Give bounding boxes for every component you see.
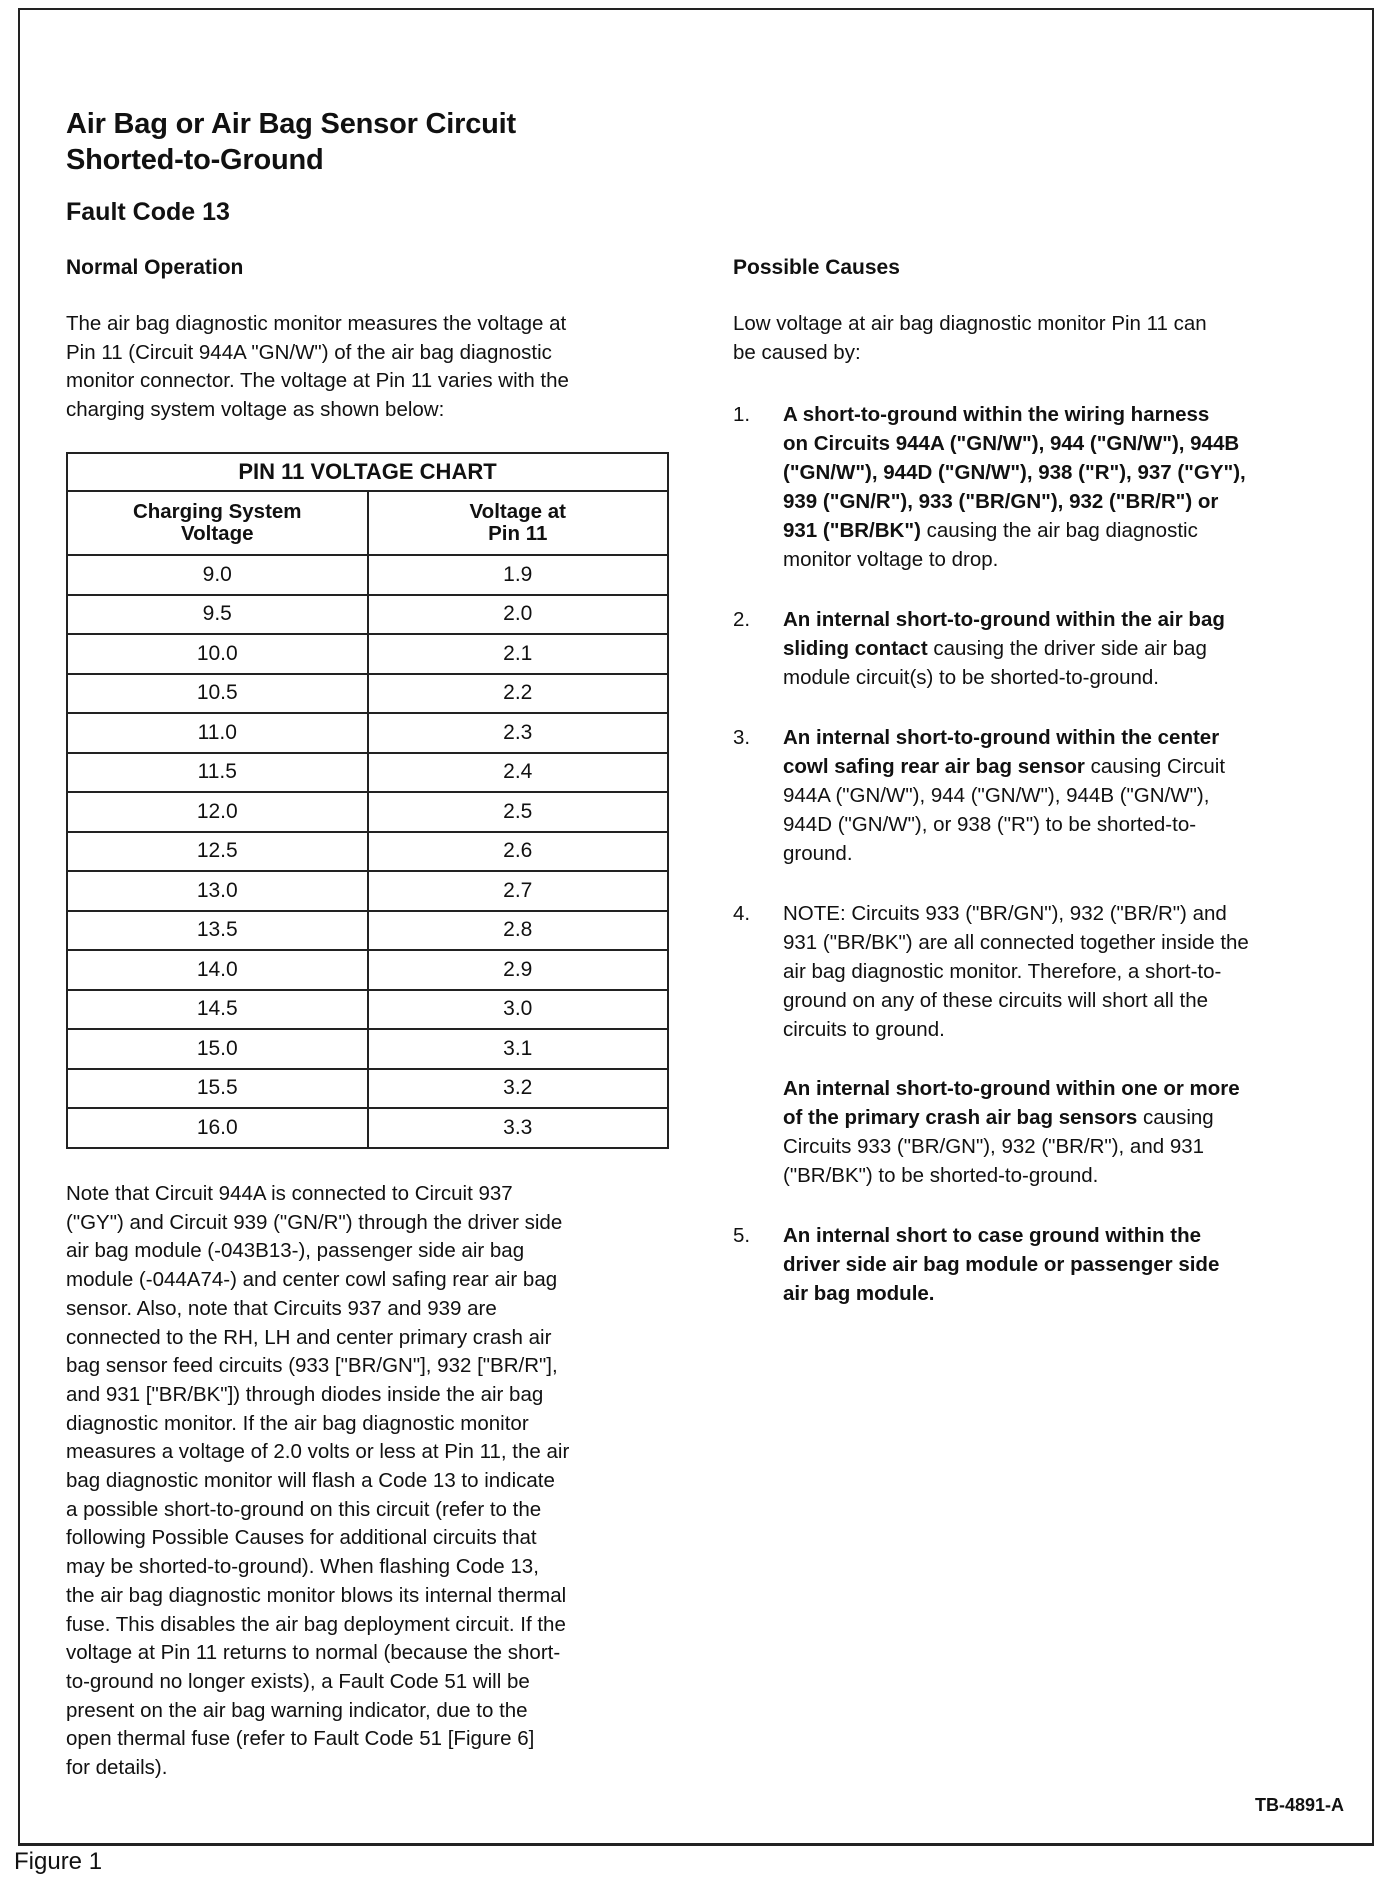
charging-voltage-cell: 9.0 <box>67 555 368 595</box>
cause-line: NOTE: Circuits 933 ("BR/GN"), 932 ("BR/R") and <box>783 902 1227 925</box>
note-line: sensor. Also, note that Circuits 937 and 939 are <box>66 1296 497 1320</box>
note-line: may be shorted-to-ground). When flashing Code 13, <box>66 1555 539 1579</box>
cause-number: 4. <box>733 902 751 925</box>
pin11-voltage-cell: 2.4 <box>368 753 669 793</box>
cause-line <box>783 516 1343 545</box>
pin11-voltage-cell: 2.3 <box>368 713 669 753</box>
cause-line: ground on any of these circuits will short all the <box>783 989 1209 1012</box>
note-line: voltage at Pin 11 returns to normal (because the short- <box>66 1641 561 1665</box>
note-line: open thermal fuse (refer to Fault Code 51 [Figure 6] <box>66 1727 535 1751</box>
cause-line: driver side air bag module or passenger side <box>783 1253 1220 1276</box>
intro-line: The air bag diagnostic monitor measures the voltage at <box>66 312 567 335</box>
cause-line: A short-to-ground within the wiring harness <box>783 403 1210 426</box>
note-line: air bag module (-043B13-), passenger side air bag <box>66 1239 525 1263</box>
cause-line: 944D ("GN/W"), or 938 ("R") to be shorted-to- <box>783 813 1197 836</box>
chart-row <box>67 634 668 674</box>
pin11-voltage-cell: 3.1 <box>368 1029 669 1069</box>
figure-label: Figure 1 <box>14 1848 103 1875</box>
cause-line: An internal short-to-ground within the air bag <box>783 608 1225 631</box>
title-line-1: Air Bag or Air Bag Sensor Circuit <box>66 108 516 140</box>
charging-voltage-cell: 10.0 <box>67 634 368 674</box>
possible-causes-heading: Possible Causes <box>733 256 900 279</box>
chart-row <box>67 871 668 911</box>
cause-number: 1. <box>733 403 751 426</box>
pin11-voltage-cell: 2.2 <box>368 674 669 714</box>
intro-line: charging system voltage as shown below: <box>66 398 445 422</box>
col-header-line: Voltage <box>180 522 254 545</box>
col-header-line: Charging System <box>132 500 302 523</box>
cause-bold-text: 931 ("BR/BK") <box>783 519 921 542</box>
charging-voltage-cell: 11.0 <box>67 713 368 753</box>
note-line: connected to the RH, LH and center primary crash air <box>66 1325 552 1349</box>
chart-row <box>67 1108 668 1148</box>
charging-voltage-cell: 12.5 <box>67 832 368 872</box>
cause-bold-text: cowl safing rear air bag sensor <box>783 755 1085 778</box>
cause-line: Circuits 933 ("BR/GN"), 932 ("BR/R"), and 931 <box>783 1135 1205 1158</box>
pin11-voltage-cell: 2.6 <box>368 832 669 872</box>
cause-line: air bag diagnostic monitor. Therefore, a short-to- <box>783 960 1222 983</box>
chart-row <box>67 832 668 872</box>
pin11-voltage-cell: 2.7 <box>368 871 669 911</box>
note-line: bag sensor feed circuits (933 ["BR/GN"], 932 ["BR/R"], <box>66 1354 558 1378</box>
possible-causes-intro <box>733 310 1207 367</box>
possible-causes-list <box>733 400 1343 1308</box>
cause-text: causing Circuit <box>1084 755 1226 778</box>
cause-line: An internal short to case ground within the <box>783 1224 1201 1247</box>
pin11-voltage-cell: 3.2 <box>368 1069 669 1109</box>
note-line: following Possible Causes for additional circuits that <box>66 1526 537 1550</box>
chart-row <box>67 555 668 595</box>
pin11-voltage-cell: 2.9 <box>368 950 669 990</box>
cause-line: 939 ("GN/R"), 933 ("BR/GN"), 932 ("BR/R") or <box>783 490 1219 513</box>
note-line: and 931 ["BR/BK"]) through diodes inside the air bag <box>66 1382 544 1406</box>
charging-voltage-cell: 12.0 <box>67 792 368 832</box>
cause-item-4 <box>733 899 1343 1190</box>
note-line: Note that Circuit 944A is connected to Circuit 937 <box>66 1182 513 1205</box>
chart-row <box>67 990 668 1030</box>
pin11-voltage-cell: 3.3 <box>368 1108 669 1148</box>
note-line: present on the air bag warning indicator, due to the <box>66 1698 528 1722</box>
col-header-line: Voltage at <box>469 500 566 523</box>
cause-line <box>783 752 1343 781</box>
pin11-voltage-chart <box>66 452 669 1149</box>
chart-title: PIN 11 VOLTAGE CHART <box>67 453 668 491</box>
intro-line: monitor connector. The voltage at Pin 11 varies with the <box>66 369 569 393</box>
note-line: bag diagnostic monitor will flash a Code 13 to indicate <box>66 1469 555 1493</box>
cause-line: An internal short-to-ground within one or more <box>783 1077 1240 1100</box>
intro-line: Low voltage at air bag diagnostic monitor Pin 11 can <box>733 312 1207 335</box>
fault-code-heading: Fault Code 13 <box>66 198 230 226</box>
normal-operation-heading: Normal Operation <box>66 256 244 279</box>
intro-line: Pin 11 (Circuit 944A "GN/W") of the air bag diagnostic <box>66 340 552 364</box>
cause-line: monitor voltage to drop. <box>783 548 999 571</box>
cause-item-1 <box>733 400 1343 574</box>
chart-row <box>67 1029 668 1069</box>
cause-line: 944A ("GN/W"), 944 ("GN/W"), 944B ("GN/W"), <box>783 784 1210 807</box>
charging-voltage-cell: 11.5 <box>67 753 368 793</box>
cause-line: module circuit(s) to be shorted-to-ground. <box>783 666 1160 689</box>
note-line: measures a voltage of 2.0 volts or less at Pin 11, the air <box>66 1440 570 1464</box>
pin11-voltage-cell: 2.8 <box>368 911 669 951</box>
cause-line: circuits to ground. <box>783 1018 945 1041</box>
note-line: for details). <box>66 1756 168 1780</box>
chart-row <box>67 950 668 990</box>
col-header-charging-voltage <box>67 491 368 555</box>
note-paragraph <box>66 1180 569 1783</box>
col-header-line: Pin 11 <box>488 522 548 545</box>
cause-line: ground. <box>783 842 853 865</box>
cause-item-5 <box>733 1221 1343 1308</box>
note-line: a possible short-to-ground on this circuit (refer to the <box>66 1497 542 1521</box>
cause-line: 931 ("BR/BK") are all connected together inside the <box>783 931 1249 954</box>
chart-row <box>67 792 668 832</box>
chart-row <box>67 674 668 714</box>
normal-operation-intro <box>66 310 569 425</box>
charging-voltage-cell: 13.0 <box>67 871 368 911</box>
charging-voltage-cell: 9.5 <box>67 595 368 635</box>
cause-line: on Circuits 944A ("GN/W"), 944 ("GN/W"), 944B <box>783 432 1240 455</box>
cause-bold-text: of the primary crash air bag sensors <box>783 1106 1138 1129</box>
intro-line: be caused by: <box>733 340 861 364</box>
cause-item-2 <box>733 605 1343 692</box>
cause-number: 5. <box>733 1224 751 1247</box>
title-line-2: Shorted-to-Ground <box>66 144 324 176</box>
note-line: module (-044A74-) and center cowl safing rear air bag <box>66 1268 558 1292</box>
note-line: to-ground no longer exists), a Fault Code 51 will be <box>66 1669 530 1693</box>
cause-number: 2. <box>733 608 751 631</box>
charging-voltage-cell: 10.5 <box>67 674 368 714</box>
pin11-voltage-cell: 2.5 <box>368 792 669 832</box>
cause-line: An internal short-to-ground within the center <box>783 726 1220 749</box>
chart-row <box>67 713 668 753</box>
note-line: diagnostic monitor. If the air bag diagnostic monitor <box>66 1411 529 1435</box>
charging-voltage-cell: 14.5 <box>67 990 368 1030</box>
cause-text: causing the driver side air bag <box>927 637 1207 660</box>
note-line: fuse. This disables the air bag deployment circuit. If the <box>66 1612 566 1636</box>
cause-text: causing <box>1137 1106 1214 1129</box>
charging-voltage-cell: 14.0 <box>67 950 368 990</box>
pin11-voltage-cell: 1.9 <box>368 555 669 595</box>
chart-row <box>67 595 668 635</box>
pin11-voltage-cell: 3.0 <box>368 990 669 1030</box>
chart-body <box>67 555 668 1148</box>
chart-row <box>67 1069 668 1109</box>
cause-text: causing the air bag diagnostic <box>920 519 1198 542</box>
cause-line <box>783 1103 1343 1132</box>
chart-row <box>67 911 668 951</box>
cause-line <box>783 634 1343 663</box>
cause-item-3 <box>733 723 1343 868</box>
page-title <box>66 106 516 178</box>
cause-line: ("BR/BK") to be shorted-to-ground. <box>783 1164 1099 1187</box>
chart-row <box>67 753 668 793</box>
pin11-voltage-cell: 2.0 <box>368 595 669 635</box>
col-header-pin11-voltage <box>368 491 669 555</box>
note-line: the air bag diagnostic monitor blows its internal thermal <box>66 1583 567 1607</box>
pin11-voltage-cell: 2.1 <box>368 634 669 674</box>
charging-voltage-cell: 15.5 <box>67 1069 368 1109</box>
charging-voltage-cell: 13.5 <box>67 911 368 951</box>
cause-line: ("GN/W"), 944D ("GN/W"), 938 ("R"), 937 ("GY"), <box>783 461 1246 484</box>
cause-number: 3. <box>733 726 751 749</box>
charging-voltage-cell: 15.0 <box>67 1029 368 1069</box>
cause-line: air bag module. <box>783 1282 935 1305</box>
cause-bold-text: sliding contact <box>783 637 928 660</box>
charging-voltage-cell: 16.0 <box>67 1108 368 1148</box>
note-line: ("GY") and Circuit 939 ("GN/R") through the driver side <box>66 1210 563 1234</box>
document-id: TB-4891-A <box>1254 1795 1344 1815</box>
